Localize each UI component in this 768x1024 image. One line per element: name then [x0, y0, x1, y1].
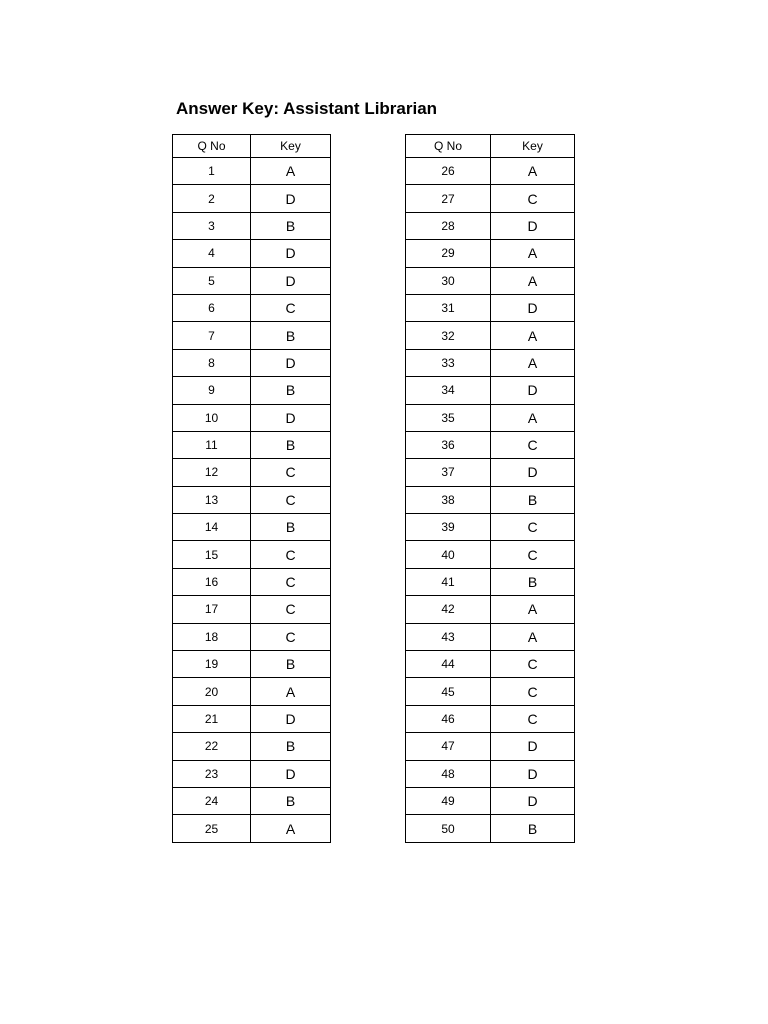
table-row — [406, 596, 575, 623]
page-title: Answer Key: Assistant Librarian — [176, 99, 438, 118]
question-number-cell: 4 — [173, 240, 251, 267]
answer-key-cell: B — [251, 377, 331, 404]
table-row — [406, 240, 575, 267]
question-number-cell: 11 — [173, 431, 251, 458]
question-number-cell: 41 — [406, 568, 491, 595]
question-number-cell: 12 — [173, 459, 251, 486]
table-row — [173, 322, 331, 349]
table-row — [173, 267, 331, 294]
table-row — [173, 377, 331, 404]
question-number-cell: 17 — [173, 596, 251, 623]
key-header: Key — [491, 135, 575, 158]
answer-key-cell: D — [491, 787, 575, 814]
question-number-cell: 26 — [406, 158, 491, 185]
answer-key-cell: C — [491, 705, 575, 732]
table-header-row — [406, 135, 575, 158]
question-number-cell: 21 — [173, 705, 251, 732]
answer-key-cell: B — [491, 486, 575, 513]
table-row — [406, 431, 575, 458]
question-number-cell: 14 — [173, 514, 251, 541]
answer-key-cell: D — [251, 267, 331, 294]
answer-key-cell: A — [491, 623, 575, 650]
table-row — [173, 541, 331, 568]
answer-key-cell: D — [491, 733, 575, 760]
question-number-cell: 8 — [173, 349, 251, 376]
question-number-cell: 43 — [406, 623, 491, 650]
question-number-cell: 38 — [406, 486, 491, 513]
table-row — [173, 678, 331, 705]
table-row — [406, 185, 575, 212]
question-number-cell: 31 — [406, 294, 491, 321]
table-row — [173, 651, 331, 678]
question-number-cell: 3 — [173, 212, 251, 239]
table-row — [173, 815, 331, 842]
answer-key-cell: C — [491, 651, 575, 678]
answer-key-cell: D — [251, 185, 331, 212]
answer-table-left — [172, 134, 331, 843]
key-header: Key — [251, 135, 331, 158]
table-row — [406, 158, 575, 185]
answer-key-cell: D — [251, 760, 331, 787]
table-row — [406, 623, 575, 650]
table-row — [406, 349, 575, 376]
question-number-cell: 45 — [406, 678, 491, 705]
answer-key-cell: C — [491, 678, 575, 705]
answer-key-cell: A — [251, 158, 331, 185]
answer-key-cell: D — [491, 760, 575, 787]
question-number-cell: 44 — [406, 651, 491, 678]
question-number-cell: 34 — [406, 377, 491, 404]
question-number-cell: 30 — [406, 267, 491, 294]
table-row — [406, 267, 575, 294]
question-number-cell: 13 — [173, 486, 251, 513]
question-number-cell: 39 — [406, 514, 491, 541]
table-row — [173, 431, 331, 458]
table-row — [173, 404, 331, 431]
table-header-row — [173, 135, 331, 158]
question-number-cell: 5 — [173, 267, 251, 294]
table-row — [406, 212, 575, 239]
answer-key-cell: C — [251, 486, 331, 513]
table-row — [406, 377, 575, 404]
question-number-cell: 16 — [173, 568, 251, 595]
answer-key-cell: C — [491, 514, 575, 541]
question-number-cell: 29 — [406, 240, 491, 267]
table-row — [173, 596, 331, 623]
answer-key-cell: B — [251, 514, 331, 541]
table-row — [406, 486, 575, 513]
table-row — [173, 705, 331, 732]
answer-key-cell: D — [491, 212, 575, 239]
question-number-cell: 9 — [173, 377, 251, 404]
answer-key-cell: D — [491, 459, 575, 486]
table-row — [173, 486, 331, 513]
table-row — [406, 459, 575, 486]
table-row — [173, 568, 331, 595]
answer-key-cell: B — [251, 651, 331, 678]
table-row — [406, 705, 575, 732]
question-number-cell: 47 — [406, 733, 491, 760]
table-row — [406, 514, 575, 541]
answer-key-cell: A — [491, 158, 575, 185]
question-number-cell: 20 — [173, 678, 251, 705]
question-number-cell: 24 — [173, 787, 251, 814]
table-row — [173, 185, 331, 212]
table-row — [406, 787, 575, 814]
answer-key-cell: C — [251, 568, 331, 595]
answer-key-cell: B — [251, 787, 331, 814]
question-number-cell: 7 — [173, 322, 251, 349]
question-number-cell: 32 — [406, 322, 491, 349]
question-number-cell: 48 — [406, 760, 491, 787]
qno-header: Q No — [173, 135, 251, 158]
question-number-cell: 36 — [406, 431, 491, 458]
question-number-cell: 2 — [173, 185, 251, 212]
qno-header: Q No — [406, 135, 491, 158]
table-row — [173, 760, 331, 787]
table-row — [406, 568, 575, 595]
answer-key-cell: A — [491, 267, 575, 294]
answer-key-cell: B — [491, 568, 575, 595]
answer-key-cell: A — [491, 404, 575, 431]
question-number-cell: 15 — [173, 541, 251, 568]
answer-key-cell: C — [491, 541, 575, 568]
table-row — [406, 322, 575, 349]
answer-key-cell: C — [251, 294, 331, 321]
question-number-cell: 22 — [173, 733, 251, 760]
answer-key-cell: A — [251, 678, 331, 705]
answer-key-cell: B — [251, 212, 331, 239]
table-row — [173, 787, 331, 814]
question-number-cell: 10 — [173, 404, 251, 431]
answer-key-cell: A — [251, 815, 331, 842]
table-row — [173, 459, 331, 486]
table-row — [173, 158, 331, 185]
table-row — [173, 240, 331, 267]
answer-key-cell: A — [491, 240, 575, 267]
answer-key-cell: C — [491, 185, 575, 212]
table-row — [406, 678, 575, 705]
question-number-cell: 25 — [173, 815, 251, 842]
answer-key-cell: D — [491, 377, 575, 404]
table-row — [406, 541, 575, 568]
answer-key-cell: D — [251, 349, 331, 376]
question-number-cell: 42 — [406, 596, 491, 623]
table-row — [173, 349, 331, 376]
answer-key-cell: B — [251, 322, 331, 349]
answer-key-cell: D — [251, 404, 331, 431]
question-number-cell: 40 — [406, 541, 491, 568]
answer-key-cell: C — [491, 431, 575, 458]
question-number-cell: 27 — [406, 185, 491, 212]
answer-key-cell: D — [251, 240, 331, 267]
answer-key-cell: B — [251, 733, 331, 760]
table-row — [406, 815, 575, 842]
table-row — [406, 404, 575, 431]
question-number-cell: 1 — [173, 158, 251, 185]
answer-key-cell: D — [251, 705, 331, 732]
table-row — [173, 294, 331, 321]
answer-key-cell: B — [251, 431, 331, 458]
answer-key-cell: D — [491, 294, 575, 321]
answer-key-cell: B — [491, 815, 575, 842]
table-row — [406, 294, 575, 321]
answer-key-cell: A — [491, 322, 575, 349]
question-number-cell: 18 — [173, 623, 251, 650]
question-number-cell: 37 — [406, 459, 491, 486]
question-number-cell: 23 — [173, 760, 251, 787]
answer-key-cell: C — [251, 459, 331, 486]
table-row — [173, 514, 331, 541]
table-row — [406, 733, 575, 760]
question-number-cell: 19 — [173, 651, 251, 678]
question-number-cell: 6 — [173, 294, 251, 321]
table-row — [173, 733, 331, 760]
answer-key-cell: C — [251, 541, 331, 568]
question-number-cell: 35 — [406, 404, 491, 431]
table-row — [406, 651, 575, 678]
table-row — [173, 212, 331, 239]
answer-key-cell: A — [491, 596, 575, 623]
question-number-cell: 50 — [406, 815, 491, 842]
answer-table-right — [405, 134, 575, 843]
question-number-cell: 33 — [406, 349, 491, 376]
question-number-cell: 46 — [406, 705, 491, 732]
answer-key-cell: C — [251, 623, 331, 650]
table-row — [173, 623, 331, 650]
question-number-cell: 28 — [406, 212, 491, 239]
question-number-cell: 49 — [406, 787, 491, 814]
table-row — [406, 760, 575, 787]
answer-key-cell: A — [491, 349, 575, 376]
answer-key-cell: C — [251, 596, 331, 623]
